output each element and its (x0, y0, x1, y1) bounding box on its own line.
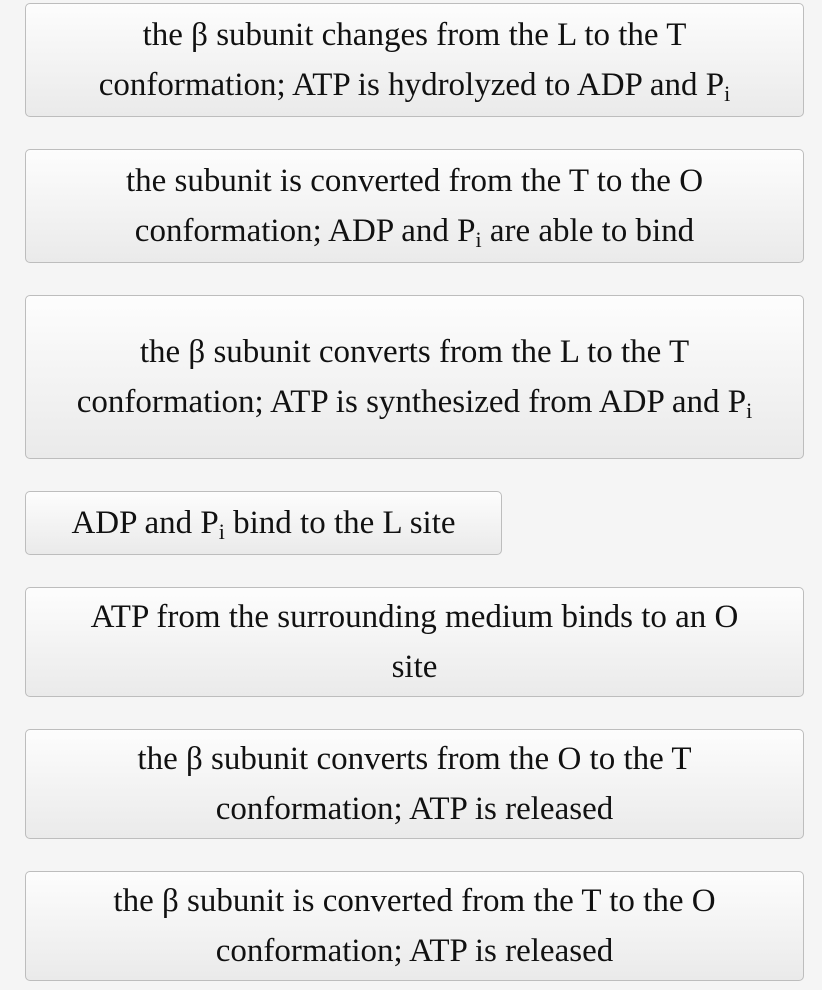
option-text-4-main: ADP and P (71, 505, 219, 541)
option-text-3-subscript: i (746, 398, 753, 424)
option-text-2 (85, 156, 745, 256)
option-text-2-main: the subunit is converted from the T to the O conformation; ADP and P (125, 163, 704, 249)
option-text-1-subscript: i (724, 81, 731, 107)
option-text-3-main: the β subunit converts from the L to the T conformation; ATP is synthesized from ADP and P (76, 334, 747, 420)
option-text-7-main: the β subunit is converted from the T to the O conformation; ATP is released (113, 883, 716, 969)
option-button-7[interactable] (25, 871, 804, 981)
option-text-2-subscript: i (475, 227, 482, 253)
option-text-4-subscript: i (218, 519, 225, 545)
option-text-3 (55, 327, 775, 427)
option-text-5-main: ATP from the surrounding medium binds to an O site (90, 599, 739, 685)
option-text-4 (71, 498, 455, 548)
option-text-4-tail: bind to the L site (224, 505, 456, 541)
option-text-6 (95, 734, 735, 834)
option-button-4[interactable] (25, 491, 502, 555)
option-button-1[interactable] (25, 3, 804, 117)
option-text-2-tail: are able to bind (481, 213, 695, 249)
option-button-3[interactable] (25, 295, 804, 459)
option-button-5[interactable] (25, 587, 804, 697)
option-button-6[interactable] (25, 729, 804, 839)
option-text-6-main: the β subunit converts from the O to the T conformation; ATP is released (137, 741, 692, 827)
option-text-5 (65, 592, 765, 692)
option-text-1 (65, 10, 765, 110)
option-button-2[interactable] (25, 149, 804, 263)
option-text-7 (70, 876, 760, 976)
option-text-1-main: the β subunit changes from the L to the T conformation; ATP is hydrolyzed to ADP and P (98, 17, 725, 103)
